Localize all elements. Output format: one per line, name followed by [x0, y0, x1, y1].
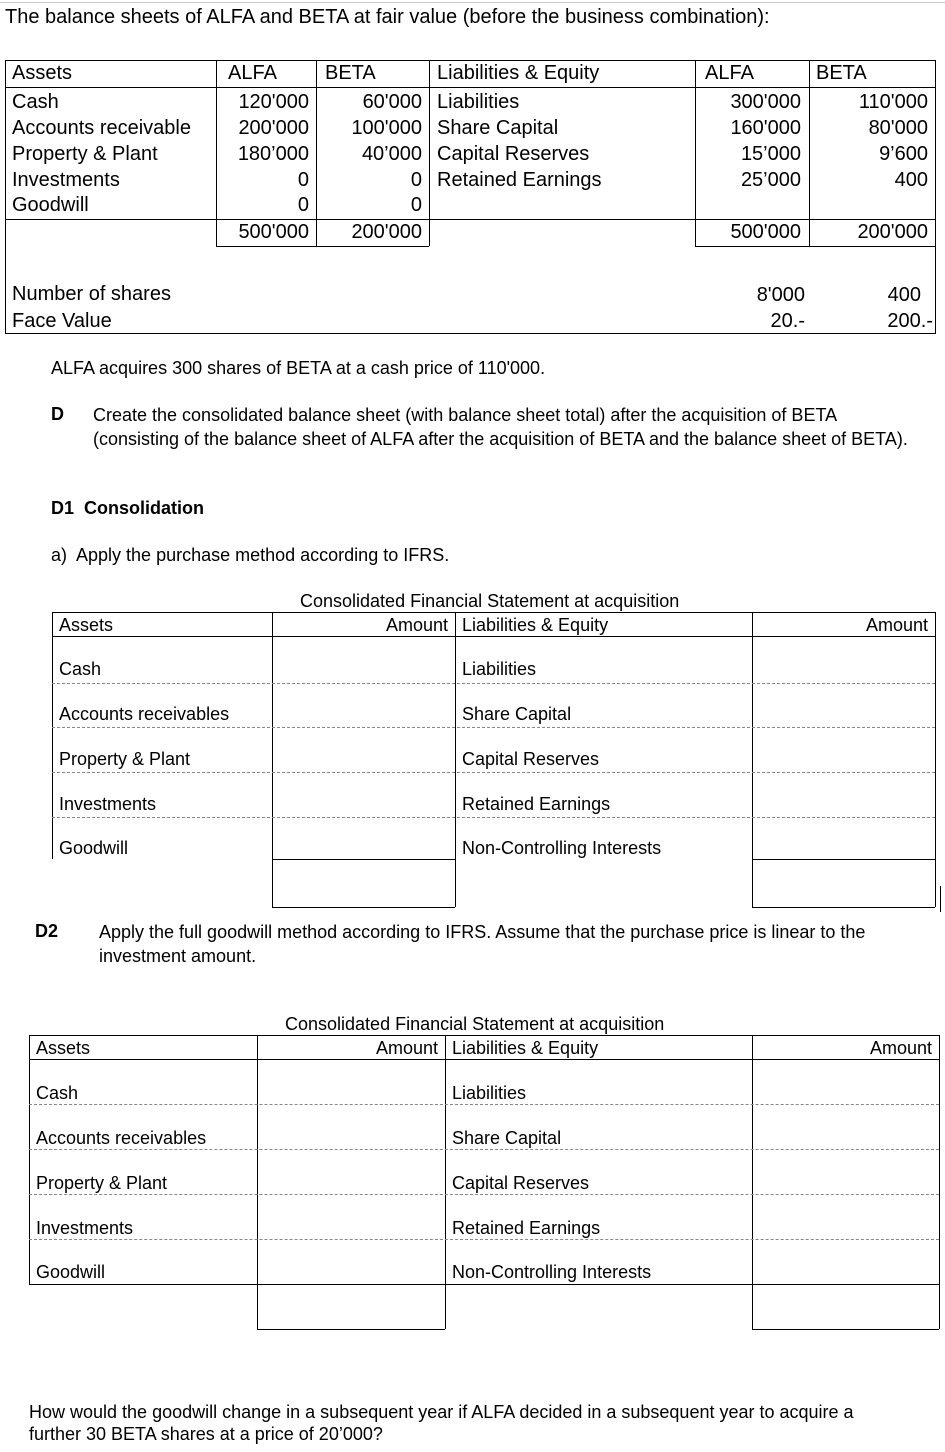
le-row-label: Retained Earnings — [452, 1218, 601, 1238]
d1-subtask: a) Apply the purchase method according to IFRS. — [51, 545, 450, 565]
assets-header: Assets — [36, 1038, 91, 1058]
le-beta-value: 110'000 — [858, 91, 928, 113]
asset-row-label: Cash — [59, 659, 102, 679]
le-row-label: Non-Controlling Interests — [452, 1262, 652, 1282]
face-beta: 200.- — [887, 310, 933, 332]
asset-row-label: Investments — [36, 1218, 134, 1238]
amount-header: Amount — [375, 1038, 438, 1058]
face-value-label: Face Value — [12, 310, 112, 332]
asset-row-label: Goodwill — [36, 1262, 106, 1282]
col-liabilities-equity: Liabilities & Equity — [437, 62, 600, 84]
acquisition-text: ALFA acquires 300 shares of BETA at a cash price of 110'000. — [51, 358, 546, 378]
le-row-label: Capital Reserves — [462, 749, 600, 769]
le-alfa-value: 25’000 — [740, 169, 801, 191]
total-le-alfa: 500'000 — [730, 221, 801, 243]
asset-alfa-value: 200'000 — [238, 117, 309, 139]
shares-alfa: 8'000 — [756, 284, 805, 306]
le-row-label: Retained Earnings — [462, 794, 611, 814]
le-row-label: Non-Controlling Interests — [462, 838, 662, 858]
le-label: Liabilities — [437, 91, 520, 113]
le-row-label: Share Capital — [452, 1128, 562, 1148]
assets-header: Assets — [59, 615, 114, 635]
task-d-letter: D — [51, 404, 64, 424]
asset-beta-value: 0 — [410, 194, 422, 216]
le-beta-value: 9’600 — [879, 143, 928, 165]
asset-row-label: Cash — [36, 1083, 79, 1103]
total-assets-alfa: 500'000 — [238, 221, 309, 243]
table-title: Consolidated Financial Statement at acquisition — [285, 1014, 665, 1034]
asset-beta-value: 40’000 — [361, 143, 422, 165]
asset-row-label: Investments — [59, 794, 157, 814]
col-assets: Assets — [12, 62, 73, 84]
le-alfa-value: 160'000 — [730, 117, 801, 139]
table-title: Consolidated Financial Statement at acquisition — [300, 591, 680, 611]
asset-label: Goodwill — [12, 194, 89, 216]
d2-text: Apply the full goodwill method according to IFRS. Assume that the purchase price is linear to the investment amount. — [99, 922, 866, 966]
total-assets-beta: 200'000 — [351, 221, 422, 243]
asset-alfa-value: 0 — [297, 194, 309, 216]
asset-row-label: Goodwill — [59, 838, 129, 858]
final-question: How would the goodwill change in a subsequent year if ALFA decided in a subsequent year to acquire a further 30 BETA shares at a price of 20’000? — [29, 1402, 854, 1444]
le-label: Retained Earnings — [437, 169, 602, 191]
asset-alfa-value: 180’000 — [237, 143, 309, 165]
le-beta-value: 400 — [894, 169, 928, 191]
amount-header: Amount — [869, 1038, 932, 1058]
asset-row-label: Property & Plant — [36, 1173, 168, 1193]
page-title: The balance sheets of ALFA and BETA at fair value (before the business combination): — [5, 6, 770, 28]
asset-label: Cash — [12, 91, 59, 113]
shares-beta: 400 — [887, 284, 921, 306]
col-beta-le: BETA — [816, 62, 867, 84]
shares-label: Number of shares — [12, 283, 171, 305]
task-d-text: Create the consolidated balance sheet (with balance sheet total) after the acquisition of BETA (consisting of the balance sheet of ALFA after the acquisition of BETA and the balance sheet of BETA). — [93, 405, 908, 449]
d2-letter: D2 — [35, 921, 59, 941]
asset-row-label: Accounts receivables — [36, 1128, 207, 1148]
le-header: Liabilities & Equity — [462, 615, 609, 635]
col-beta: BETA — [325, 62, 376, 84]
asset-label: Accounts receivable — [12, 117, 191, 139]
le-header: Liabilities & Equity — [452, 1038, 599, 1058]
top-rule — [0, 2, 945, 3]
d1-heading: D1 Consolidation — [51, 498, 204, 518]
asset-beta-value: 100'000 — [351, 117, 422, 139]
le-row-label: Share Capital — [462, 704, 572, 724]
face-alfa: 20.- — [770, 310, 805, 332]
col-alfa-le: ALFA — [705, 62, 754, 84]
asset-beta-value: 60'000 — [362, 91, 422, 113]
total-le-beta: 200'000 — [857, 221, 928, 243]
asset-beta-value: 0 — [410, 169, 422, 191]
asset-row-label: Property & Plant — [59, 749, 191, 769]
le-row-label: Capital Reserves — [452, 1173, 590, 1193]
asset-label: Investments — [12, 169, 120, 191]
col-alfa: ALFA — [228, 62, 277, 84]
le-label: Capital Reserves — [437, 143, 590, 165]
asset-row-label: Accounts receivables — [59, 704, 230, 724]
amount-header: Amount — [385, 615, 448, 635]
le-alfa-value: 300'000 — [730, 91, 801, 113]
asset-label: Property & Plant — [12, 143, 158, 165]
asset-alfa-value: 0 — [297, 169, 309, 191]
asset-alfa-value: 120'000 — [238, 91, 309, 113]
le-row-label: Liabilities — [452, 1083, 527, 1103]
le-label: Share Capital — [437, 117, 559, 139]
amount-header: Amount — [865, 615, 928, 635]
le-row-label: Liabilities — [462, 659, 537, 679]
le-beta-value: 80'000 — [868, 117, 928, 139]
le-alfa-value: 15’000 — [740, 143, 801, 165]
